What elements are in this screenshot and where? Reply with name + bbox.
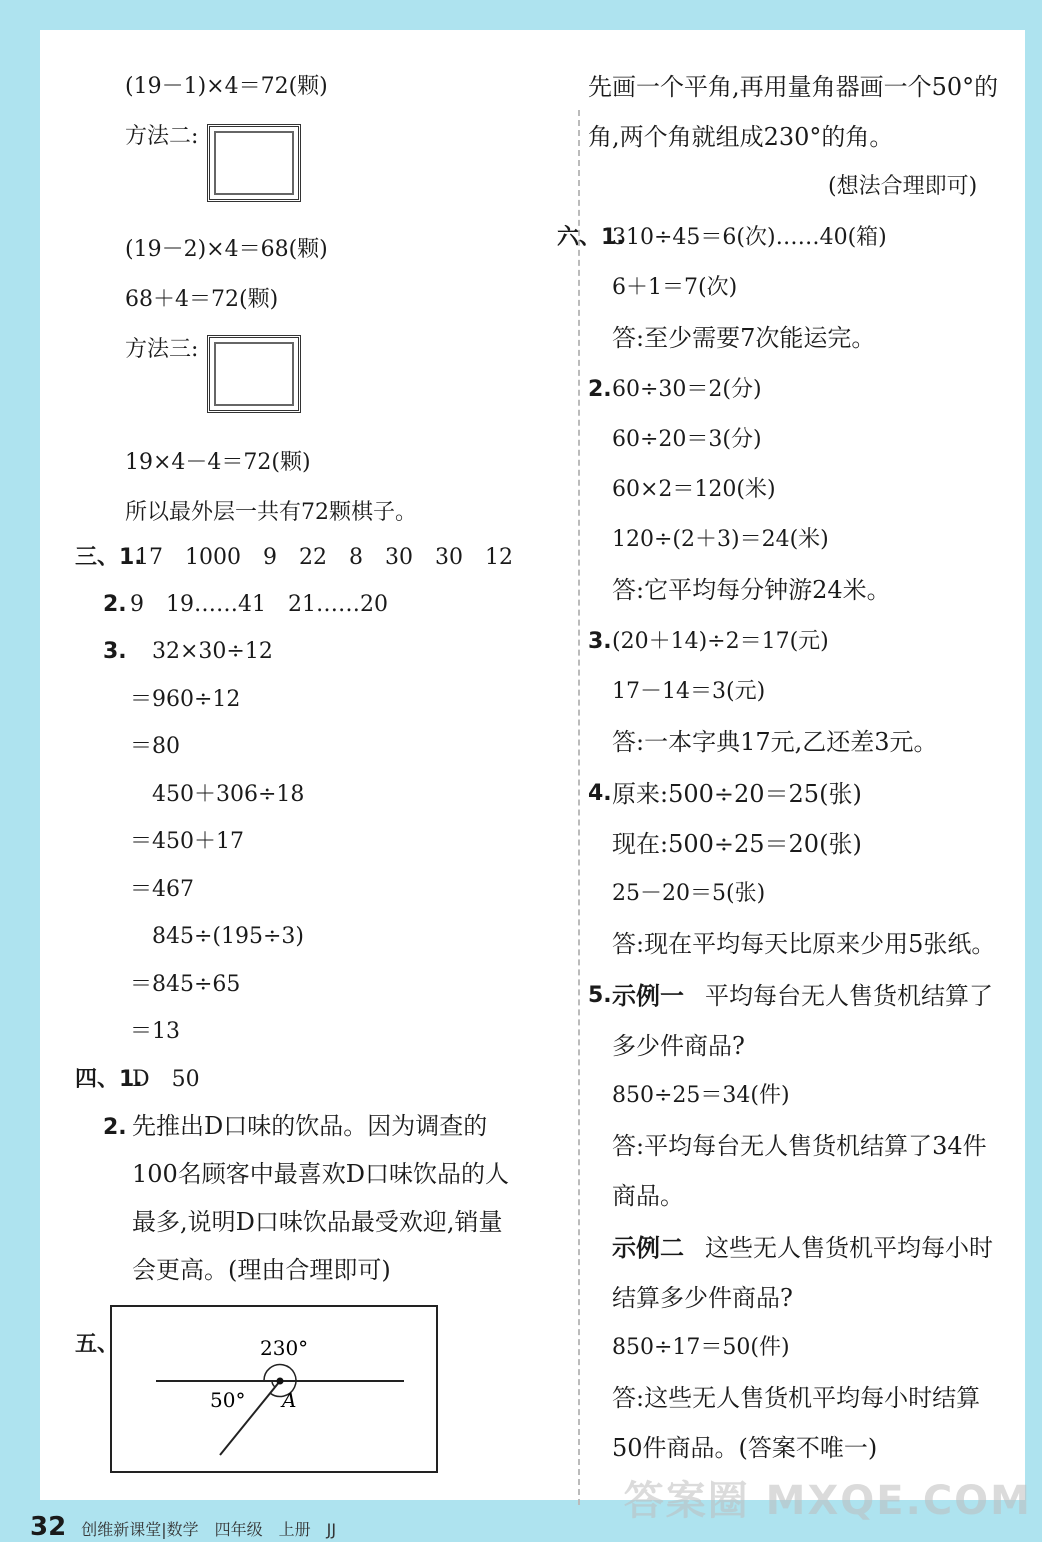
section-5-explain-line2: 角,两个角就组成230°的角。 — [588, 123, 894, 151]
p5-calc1: 850÷25＝34(件) — [612, 1083, 790, 1108]
calc-c-step1: 845÷(195÷3) — [152, 924, 305, 949]
section-4-q2-number: 2. — [103, 1115, 127, 1140]
chessboard-figure-three — [207, 335, 301, 413]
section-4-q1-answer: D 50 — [132, 1067, 200, 1092]
p5-question2-line1: 这些无人售货机平均每小时 — [705, 1234, 993, 1262]
p2-step4: 120÷(2＋3)＝24(米) — [612, 527, 829, 552]
vertex-label: A — [282, 1388, 297, 1412]
p1-step1: 310÷45＝6(次)……40(箱) — [612, 225, 887, 250]
p4-answer: 答:现在平均每天比原来少用5张纸。 — [612, 930, 996, 958]
calc-a-step1: 32×30÷12 — [152, 639, 273, 664]
p2-step1: 60÷30＝2(分) — [612, 377, 762, 402]
section-3-q1-answer: 17 1000 9 22 8 30 30 12 — [135, 545, 513, 570]
p5-answer2-line1: 答:这些无人售货机平均每小时结算 — [612, 1384, 981, 1412]
section-4-number: 四、1. — [75, 1067, 143, 1092]
p4-step3: 25－20＝5(张) — [612, 881, 766, 906]
line-method2-calc2: 68＋4＝72(颗) — [125, 287, 279, 312]
p5-answer1-line2: 商品。 — [612, 1182, 684, 1210]
section-3-q2-answer: 9 19……41 21……20 — [130, 592, 388, 617]
section-3-q3-number: 3. — [103, 639, 127, 664]
book-title: 创维新课堂|数学 四年级 上册 JJ — [81, 1520, 337, 1539]
p3-number: 3. — [588, 629, 612, 654]
section-5-number: 五、 — [75, 1332, 120, 1357]
p5-number: 5. — [588, 983, 612, 1008]
p2-number: 2. — [588, 377, 612, 402]
p3-step1: (20＋14)÷2＝17(元) — [612, 629, 829, 654]
calc-b-step1: 450＋306÷18 — [152, 782, 305, 807]
p5-answer1-line1: 答:平均每台无人售货机结算了34件 — [612, 1132, 987, 1160]
calc-b-step3: ＝467 — [130, 877, 194, 902]
vertex-point — [277, 1378, 284, 1385]
p5-question1-line1: 平均每台无人售货机结算了 — [705, 982, 993, 1010]
site-watermark: 答案圈 MXQE.COM — [623, 1478, 1032, 1524]
p3-step2: 17－14＝3(元) — [612, 679, 766, 704]
column-divider — [578, 110, 580, 1505]
section-4-q2-line3: 最多,说明D口味饮品最受欢迎,销量 — [132, 1208, 503, 1236]
p4-step2: 现在:500÷25＝20(张) — [612, 830, 862, 858]
answer-page — [40, 30, 1025, 1500]
example-one-label: 示例一 — [612, 982, 684, 1010]
page-footer — [30, 1512, 336, 1542]
chessboard-figure-two — [207, 124, 301, 202]
p2-answer: 答:它平均每分钟游24米。 — [612, 576, 891, 604]
line-conclusion: 所以最外层一共有72颗棋子。 — [125, 500, 417, 525]
calc-a-step3: ＝80 — [130, 734, 180, 759]
p1-step2: 6＋1＝7(次) — [612, 275, 738, 300]
angle-figure-box — [110, 1305, 438, 1473]
calc-c-step3: ＝13 — [130, 1019, 180, 1044]
line-method3-calc: 19×4－4＝72(颗) — [125, 450, 311, 475]
p5-question1-line2: 多少件商品? — [612, 1032, 745, 1060]
angle-50-label: 50° — [210, 1388, 246, 1412]
calc-b-step2: ＝450＋17 — [130, 829, 244, 854]
p2-step2: 60÷20＝3(分) — [612, 427, 762, 452]
p5-calc2: 850÷17＝50(件) — [612, 1335, 790, 1360]
section-6-number: 六、1. — [557, 225, 625, 250]
example-two-label: 示例二 — [612, 1234, 684, 1262]
calc-c-step2: ＝845÷65 — [130, 972, 241, 997]
section-4-q2-line1: 先推出D口味的饮品。因为调查的 — [132, 1112, 488, 1140]
p1-answer: 答:至少需要7次能运完。 — [612, 324, 876, 352]
p3-answer: 答:一本字典17元,乙还差3元。 — [612, 728, 938, 756]
page-number: 32 — [30, 1512, 67, 1542]
section-5-note: (想法合理即可) — [828, 174, 978, 199]
p4-number: 4. — [588, 781, 612, 806]
angle-figure — [112, 1307, 436, 1471]
p5-question2-line2: 结算多少件商品? — [612, 1284, 793, 1312]
p5-answer2-line2: 50件商品。(答案不唯一) — [612, 1434, 878, 1462]
line-method2-calc1: (19－2)×4＝68(颗) — [125, 237, 328, 262]
line-method1-calc: (19－1)×4＝72(颗) — [125, 74, 328, 99]
angle-230-label: 230° — [260, 1336, 309, 1360]
p4-step1: 原来:500÷20＝25(张) — [612, 780, 862, 808]
method-two-label: 方法二: — [125, 124, 199, 149]
p2-step3: 60×2＝120(米) — [612, 477, 776, 502]
section-3-q2-number: 2. — [103, 592, 127, 617]
method-three-label: 方法三: — [125, 337, 199, 362]
calc-a-step2: ＝960÷12 — [130, 687, 241, 712]
section-4-q2-line2: 100名顾客中最喜欢D口味饮品的人 — [132, 1160, 510, 1188]
section-4-q2-line4: 会更高。(理由合理即可) — [132, 1256, 391, 1284]
section-5-explain-line1: 先画一个平角,再用量角器画一个50°的 — [588, 73, 999, 101]
section-3-number: 三、1. — [75, 545, 143, 570]
